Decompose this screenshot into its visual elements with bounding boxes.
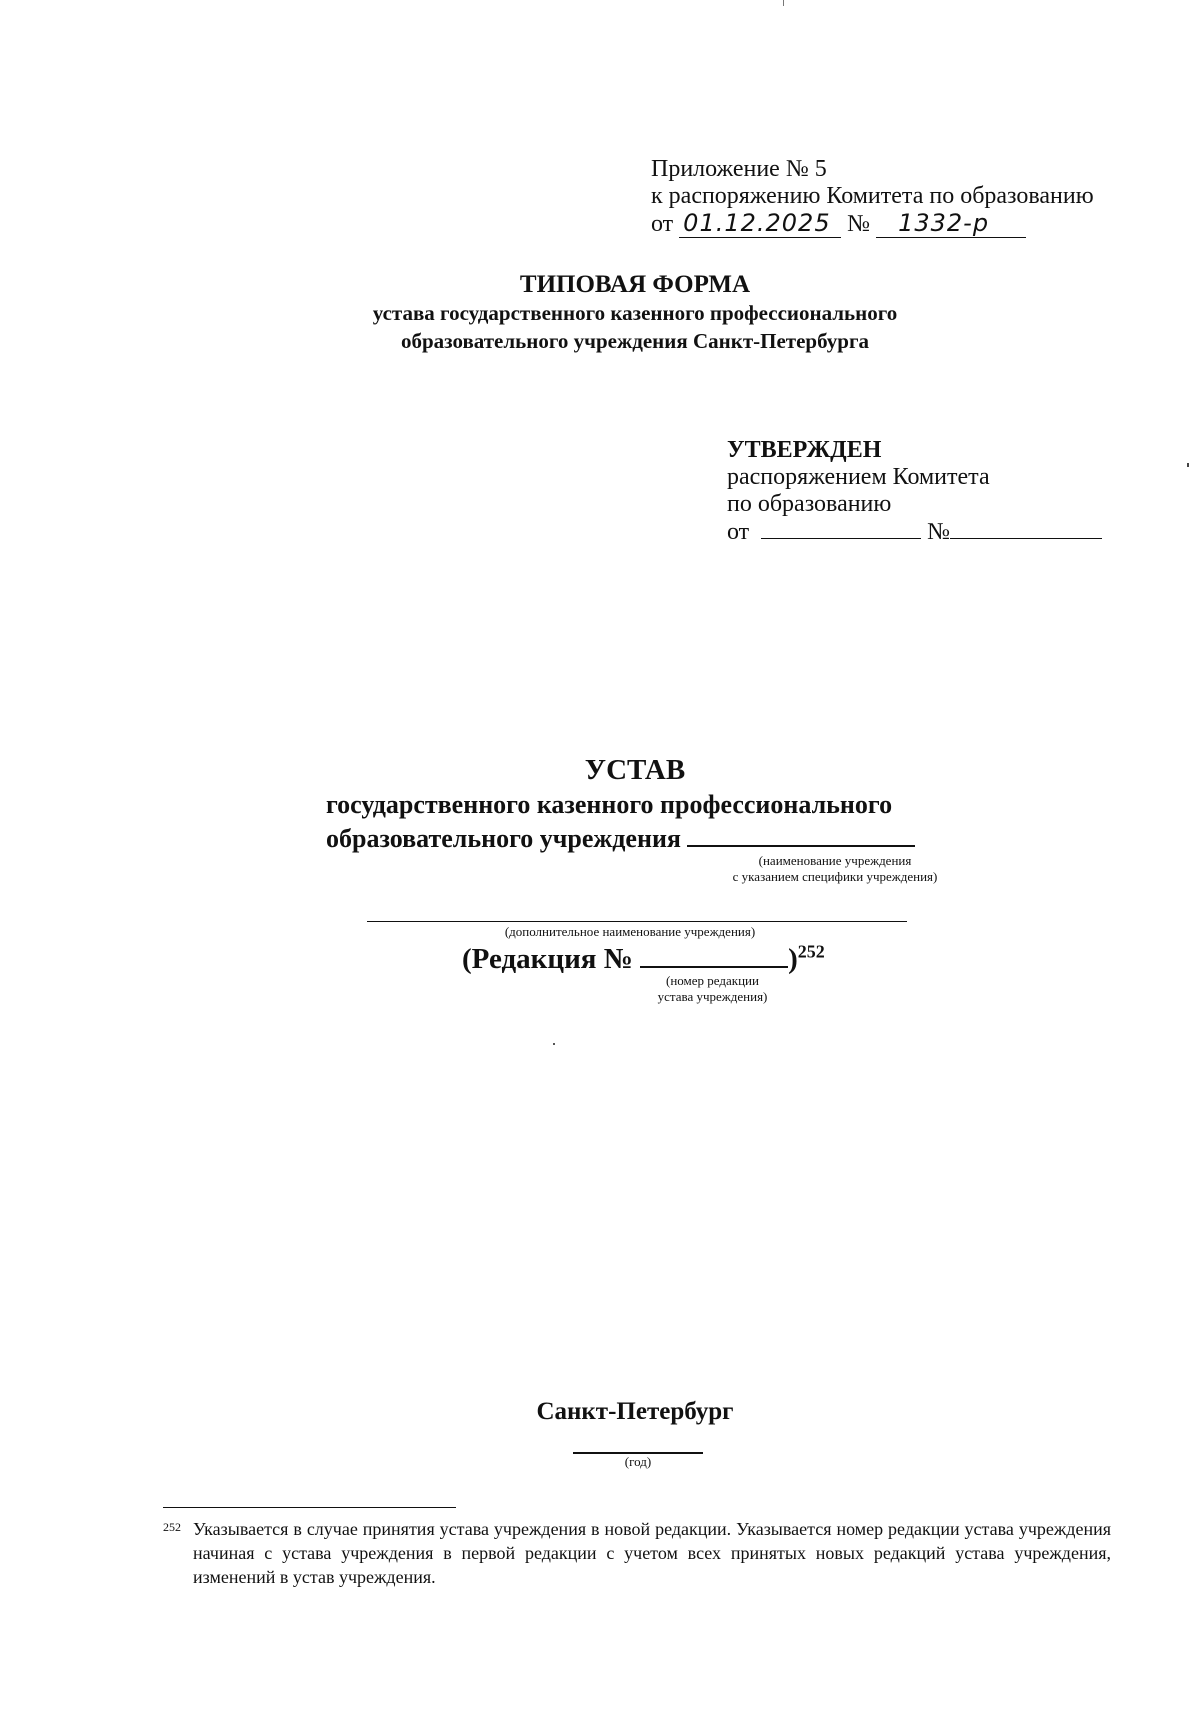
- redaction-caption: [620, 973, 805, 1005]
- appendix-order-reference: к распоряжению Комитета по образованию: [651, 183, 1094, 209]
- approved-date-blank: [761, 518, 921, 539]
- approved-heading: УТВЕРЖДЕН: [727, 437, 882, 463]
- redaction-number-blank: [640, 940, 788, 968]
- scan-top-mark: [783, 0, 784, 6]
- footnote-number: 252: [163, 1520, 181, 1534]
- approved-number-blank: [950, 518, 1102, 539]
- approved-block: [727, 437, 1102, 546]
- charter-subtitle-line2: образовательного учреждения: [326, 824, 681, 853]
- footnote-separator: [163, 1507, 456, 1508]
- charter-subtitle-line1: государственного казенного профессионального: [326, 790, 893, 819]
- institution-name-blank: [687, 821, 915, 847]
- redaction-prefix: (Редакция №: [462, 943, 633, 975]
- approved-line2: по образованию: [727, 491, 892, 517]
- appendix-date-prefix: от: [651, 211, 674, 237]
- institution-name-caption: [690, 853, 980, 885]
- institution-name-caption-line1: (наименование учреждения: [758, 853, 912, 868]
- scan-speck: [553, 1043, 555, 1045]
- appendix-date-number-line: [651, 210, 1094, 238]
- appendix-block: [651, 156, 1094, 238]
- appendix-date-field: [679, 210, 841, 238]
- extra-name-caption: (дополнительное наименование учреждения): [504, 924, 756, 939]
- approved-date-prefix: от: [727, 519, 750, 545]
- footnote: [163, 1517, 1111, 1589]
- city-name: Санкт-Петербург: [536, 1398, 734, 1425]
- approved-line1: распоряжением Комитета: [727, 464, 990, 490]
- approved-date-number-line: [727, 518, 1102, 546]
- year-caption: (год): [624, 1454, 652, 1469]
- appendix-number-handwritten: 1332-р: [898, 209, 990, 237]
- footnote-reference: 252: [797, 941, 825, 962]
- appendix-number-prefix: №: [847, 211, 871, 237]
- typical-form-heading: [0, 271, 1200, 355]
- appendix-number: Приложение № 5: [651, 156, 827, 182]
- scan-edge-mark: [1187, 463, 1189, 467]
- extra-name-blank-line: [367, 921, 907, 922]
- footnote-text: Указывается в случае принятия устава учреждения в новой редакции. Указывается номер редакции устава учреждения начиная с устава учреждения в первой редакции с учетом всех принятых новых редакций устава учреждения, изменений в устав учреждения.: [193, 1519, 1111, 1587]
- appendix-date-handwritten: 01.12.2025: [683, 209, 831, 237]
- appendix-number-field: [876, 210, 1026, 238]
- approved-number-prefix: №: [927, 519, 951, 545]
- charter-subtitle-line2-row: [326, 821, 915, 855]
- redaction-caption-line2: устава учреждения): [657, 989, 768, 1004]
- institution-name-caption-line2: с указанием специфики учреждения): [732, 869, 938, 884]
- charter-title: УСТАВ: [584, 754, 686, 786]
- redaction-suffix: ): [788, 943, 798, 975]
- typical-form-subtitle-line2: образовательного учреждения Санкт-Петербурга: [400, 329, 870, 353]
- typical-form-subtitle-line1: устава государственного казенного профессионального: [372, 301, 898, 325]
- redaction-line: [462, 940, 825, 976]
- typical-form-title: ТИПОВАЯ ФОРМА: [519, 271, 751, 298]
- redaction-caption-line1: (номер редакции: [666, 973, 759, 988]
